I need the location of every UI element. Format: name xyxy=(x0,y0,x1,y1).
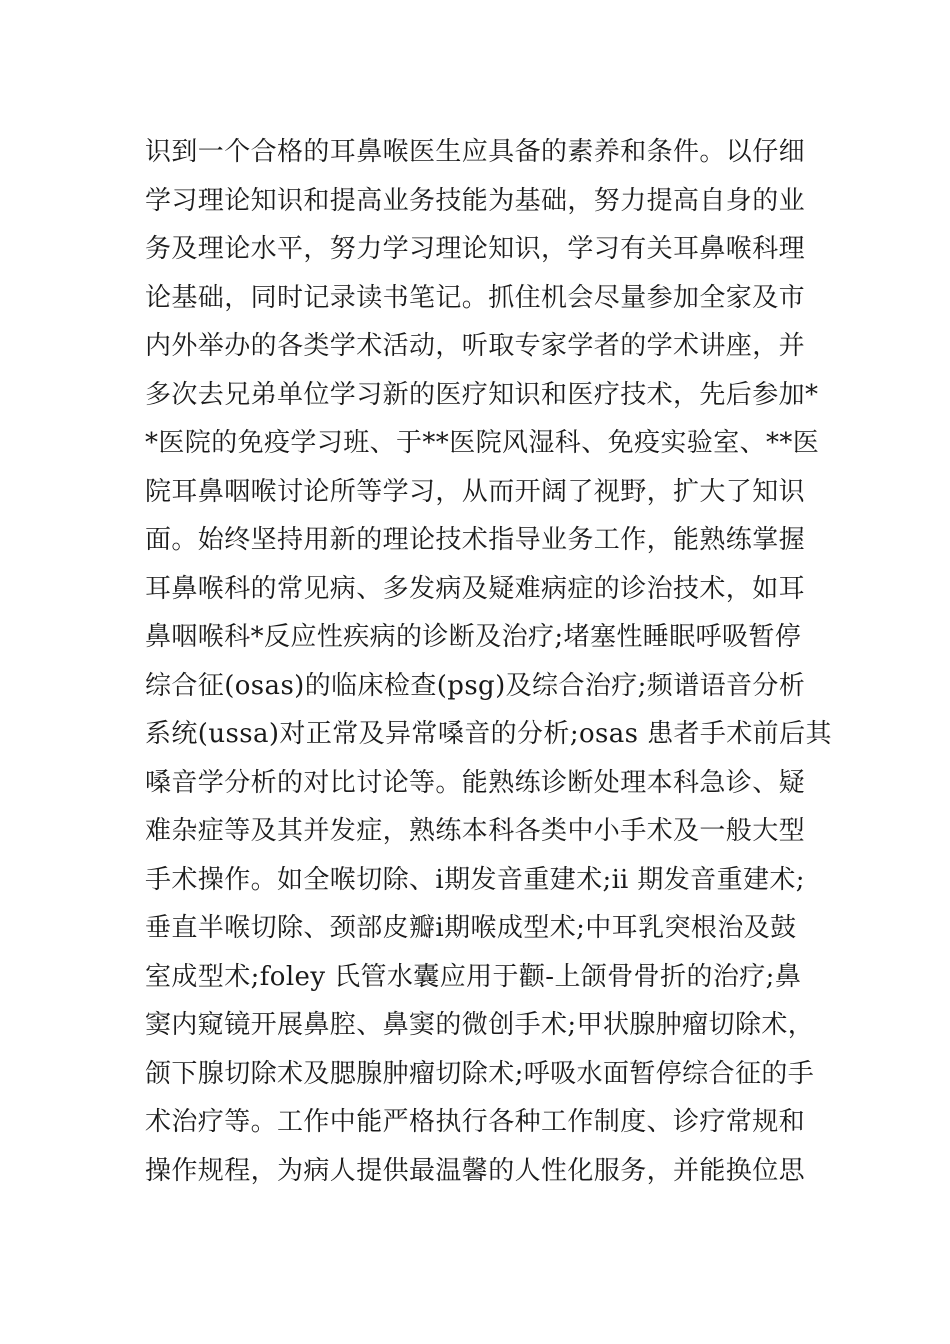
text-line: 论基础，同时记录读书笔记。抓住机会尽量参加全家及市 xyxy=(145,282,806,313)
body-text xyxy=(145,128,832,1195)
text-line: 内外举办的各类学术活动，听取专家学者的学术讲座，并 xyxy=(145,331,806,361)
text-line: 院耳鼻咽喉讨论所等学习，从而开阔了视野，扩大了知识 xyxy=(145,476,806,507)
text-line: 学习理论知识和提高业务技能为基础，努力提高自身的业 xyxy=(145,185,806,216)
text-line: 颌下腺切除术及腮腺肿瘤切除术;呼吸水面暂停综合征的手 xyxy=(145,1058,815,1089)
text-line: 耳鼻喉科的常见病、多发病及疑难病症的诊治技术，如耳 xyxy=(145,573,806,604)
text-line: 务及理论水平，努力学习理论知识，学习有关耳鼻喉科理 xyxy=(145,234,806,264)
text-line: 系统(ussa)对正常及异常嗓音的分析;osas 患者手术前后其 xyxy=(145,719,832,749)
text-line: 多次去兄弟单位学习新的医疗知识和医疗技术，先后参加* xyxy=(145,379,819,410)
text-line: 鼻咽喉科*反应性疾病的诊断及治疗;堵塞性睡眠呼吸暂停 xyxy=(145,622,802,652)
text-line: 术治疗等。工作中能严格执行各种工作制度、诊疗常规和 xyxy=(145,1107,806,1137)
text-line: 难杂症等及其并发症，熟练本科各类中小手术及一般大型 xyxy=(145,816,806,846)
text-line: *医院的免疫学习班、于**医院风湿科、免疫实验室、**医 xyxy=(145,428,820,458)
text-line: 面。始终坚持用新的理论技术指导业务工作，能熟练掌握 xyxy=(145,525,806,555)
text-line: 窦内窥镜开展鼻腔、鼻窦的微创手术;甲状腺肿瘤切除术， xyxy=(145,1010,815,1040)
text-line: 操作规程，为病人提供最温馨的人性化服务，并能换位思 xyxy=(145,1155,806,1186)
text-line: 室成型术;foley 氏管水囊应用于颧-上颌骨骨折的治疗;鼻 xyxy=(145,961,802,992)
text-line: 嗓音学分析的对比讨论等。能熟练诊断处理本科急诊、疑 xyxy=(145,767,806,798)
text-line: 手术操作。如全喉切除、ⅰ期发音重建术;ⅱ 期发音重建术; xyxy=(145,864,805,895)
text-line: 综合征(osas)的临床检查(psg)及综合治疗;频谱语音分析 xyxy=(145,670,806,701)
text-line: 垂直半喉切除、颈部皮瓣ⅰ期喉成型术;中耳乳突根治及鼓 xyxy=(145,913,797,943)
text-line: 识到一个合格的耳鼻喉医生应具备的素养和条件。以仔细 xyxy=(145,137,806,167)
